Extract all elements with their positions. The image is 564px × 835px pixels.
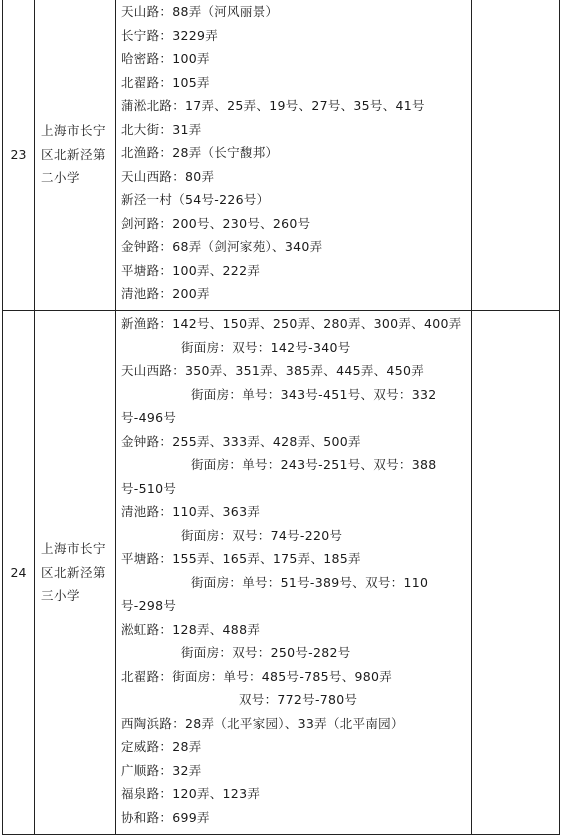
area-line: 哈密路：100弄 <box>121 51 210 66</box>
area-line: 清池路：200弄 <box>121 286 210 301</box>
area-line-continuation: 号-496号 <box>121 410 177 425</box>
school-name: 上海市长宁区北新泾第二小学 <box>35 0 116 311</box>
area-line: 北翟路：街面房：单号：485号-785号、980弄 <box>121 668 393 684</box>
area-line-continuation: 号-510号 <box>121 480 177 496</box>
area-line: 定威路：28弄 <box>121 739 202 754</box>
area-line: 天山路：88弄（河风丽景） <box>121 4 279 19</box>
table-row <box>3 311 560 835</box>
area-line: 天山西路：80弄 <box>121 168 215 184</box>
area-line-frontage: 街面房：单号：51号-389号、双号：110 <box>191 574 429 590</box>
area-line: 新渔路：142号、150弄、250弄、280弄、300弄、400弄 <box>121 316 462 331</box>
area-line-frontage: 双号：772号-780号 <box>239 692 358 707</box>
school-district-table <box>2 0 560 835</box>
school-name: 上海市长宁区北新泾第三小学 <box>35 311 116 835</box>
area-line: 清池路：110弄、363弄 <box>121 504 261 519</box>
area-line: 金钟路：68弄（剑河家苑）、340弄 <box>121 239 323 254</box>
note-cell <box>472 311 560 835</box>
area-line: 长宁路：3229弄 <box>121 27 219 43</box>
table-row <box>3 0 560 311</box>
area-line-frontage: 街面房：双号：74号-220号 <box>181 527 343 543</box>
area-line: 广顺路：32弄 <box>121 762 202 778</box>
area-line-frontage: 街面房：单号：343号-451号、双号：332 <box>191 386 437 402</box>
area-line: 平塘路：100弄、222弄 <box>121 262 261 278</box>
area-line: 平塘路：155弄、165弄、175弄、185弄 <box>121 551 361 566</box>
enrollment-area <box>116 311 472 835</box>
area-line: 福泉路：120弄、123弄 <box>121 786 261 801</box>
enrollment-area <box>116 0 472 311</box>
row-number: 24 <box>3 311 35 835</box>
area-line-frontage: 街面房：双号：250号-282号 <box>181 645 351 660</box>
area-line-frontage: 街面房：双号：142号-340号 <box>181 339 351 355</box>
area-line: 协和路：699弄 <box>121 809 210 825</box>
area-line: 西陶浜路：28弄（北平家园）、33弄（北平南园） <box>121 715 404 731</box>
area-line-continuation: 号-298号 <box>121 598 177 613</box>
area-line: 新泾一村（54号-226号） <box>121 192 270 207</box>
area-line: 蒲淞北路：17弄、25弄、19号、27号、35号、41号 <box>121 98 425 113</box>
area-line: 淞虹路：128弄、488弄 <box>121 621 261 637</box>
area-line: 金钟路：255弄、333弄、428弄、500弄 <box>121 433 361 449</box>
row-number: 23 <box>3 0 35 311</box>
area-line-frontage: 街面房：单号：243号-251号、双号：388 <box>191 457 437 472</box>
note-cell <box>472 0 560 311</box>
area-line: 北渔路：28弄（长宁馥邦） <box>121 145 279 160</box>
area-line: 剑河路：200号、230号、260号 <box>121 215 311 231</box>
area-line: 天山西路：350弄、351弄、385弄、445弄、450弄 <box>121 363 424 378</box>
area-line: 北翟路：105弄 <box>121 74 210 90</box>
area-line: 北大街：31弄 <box>121 121 202 137</box>
